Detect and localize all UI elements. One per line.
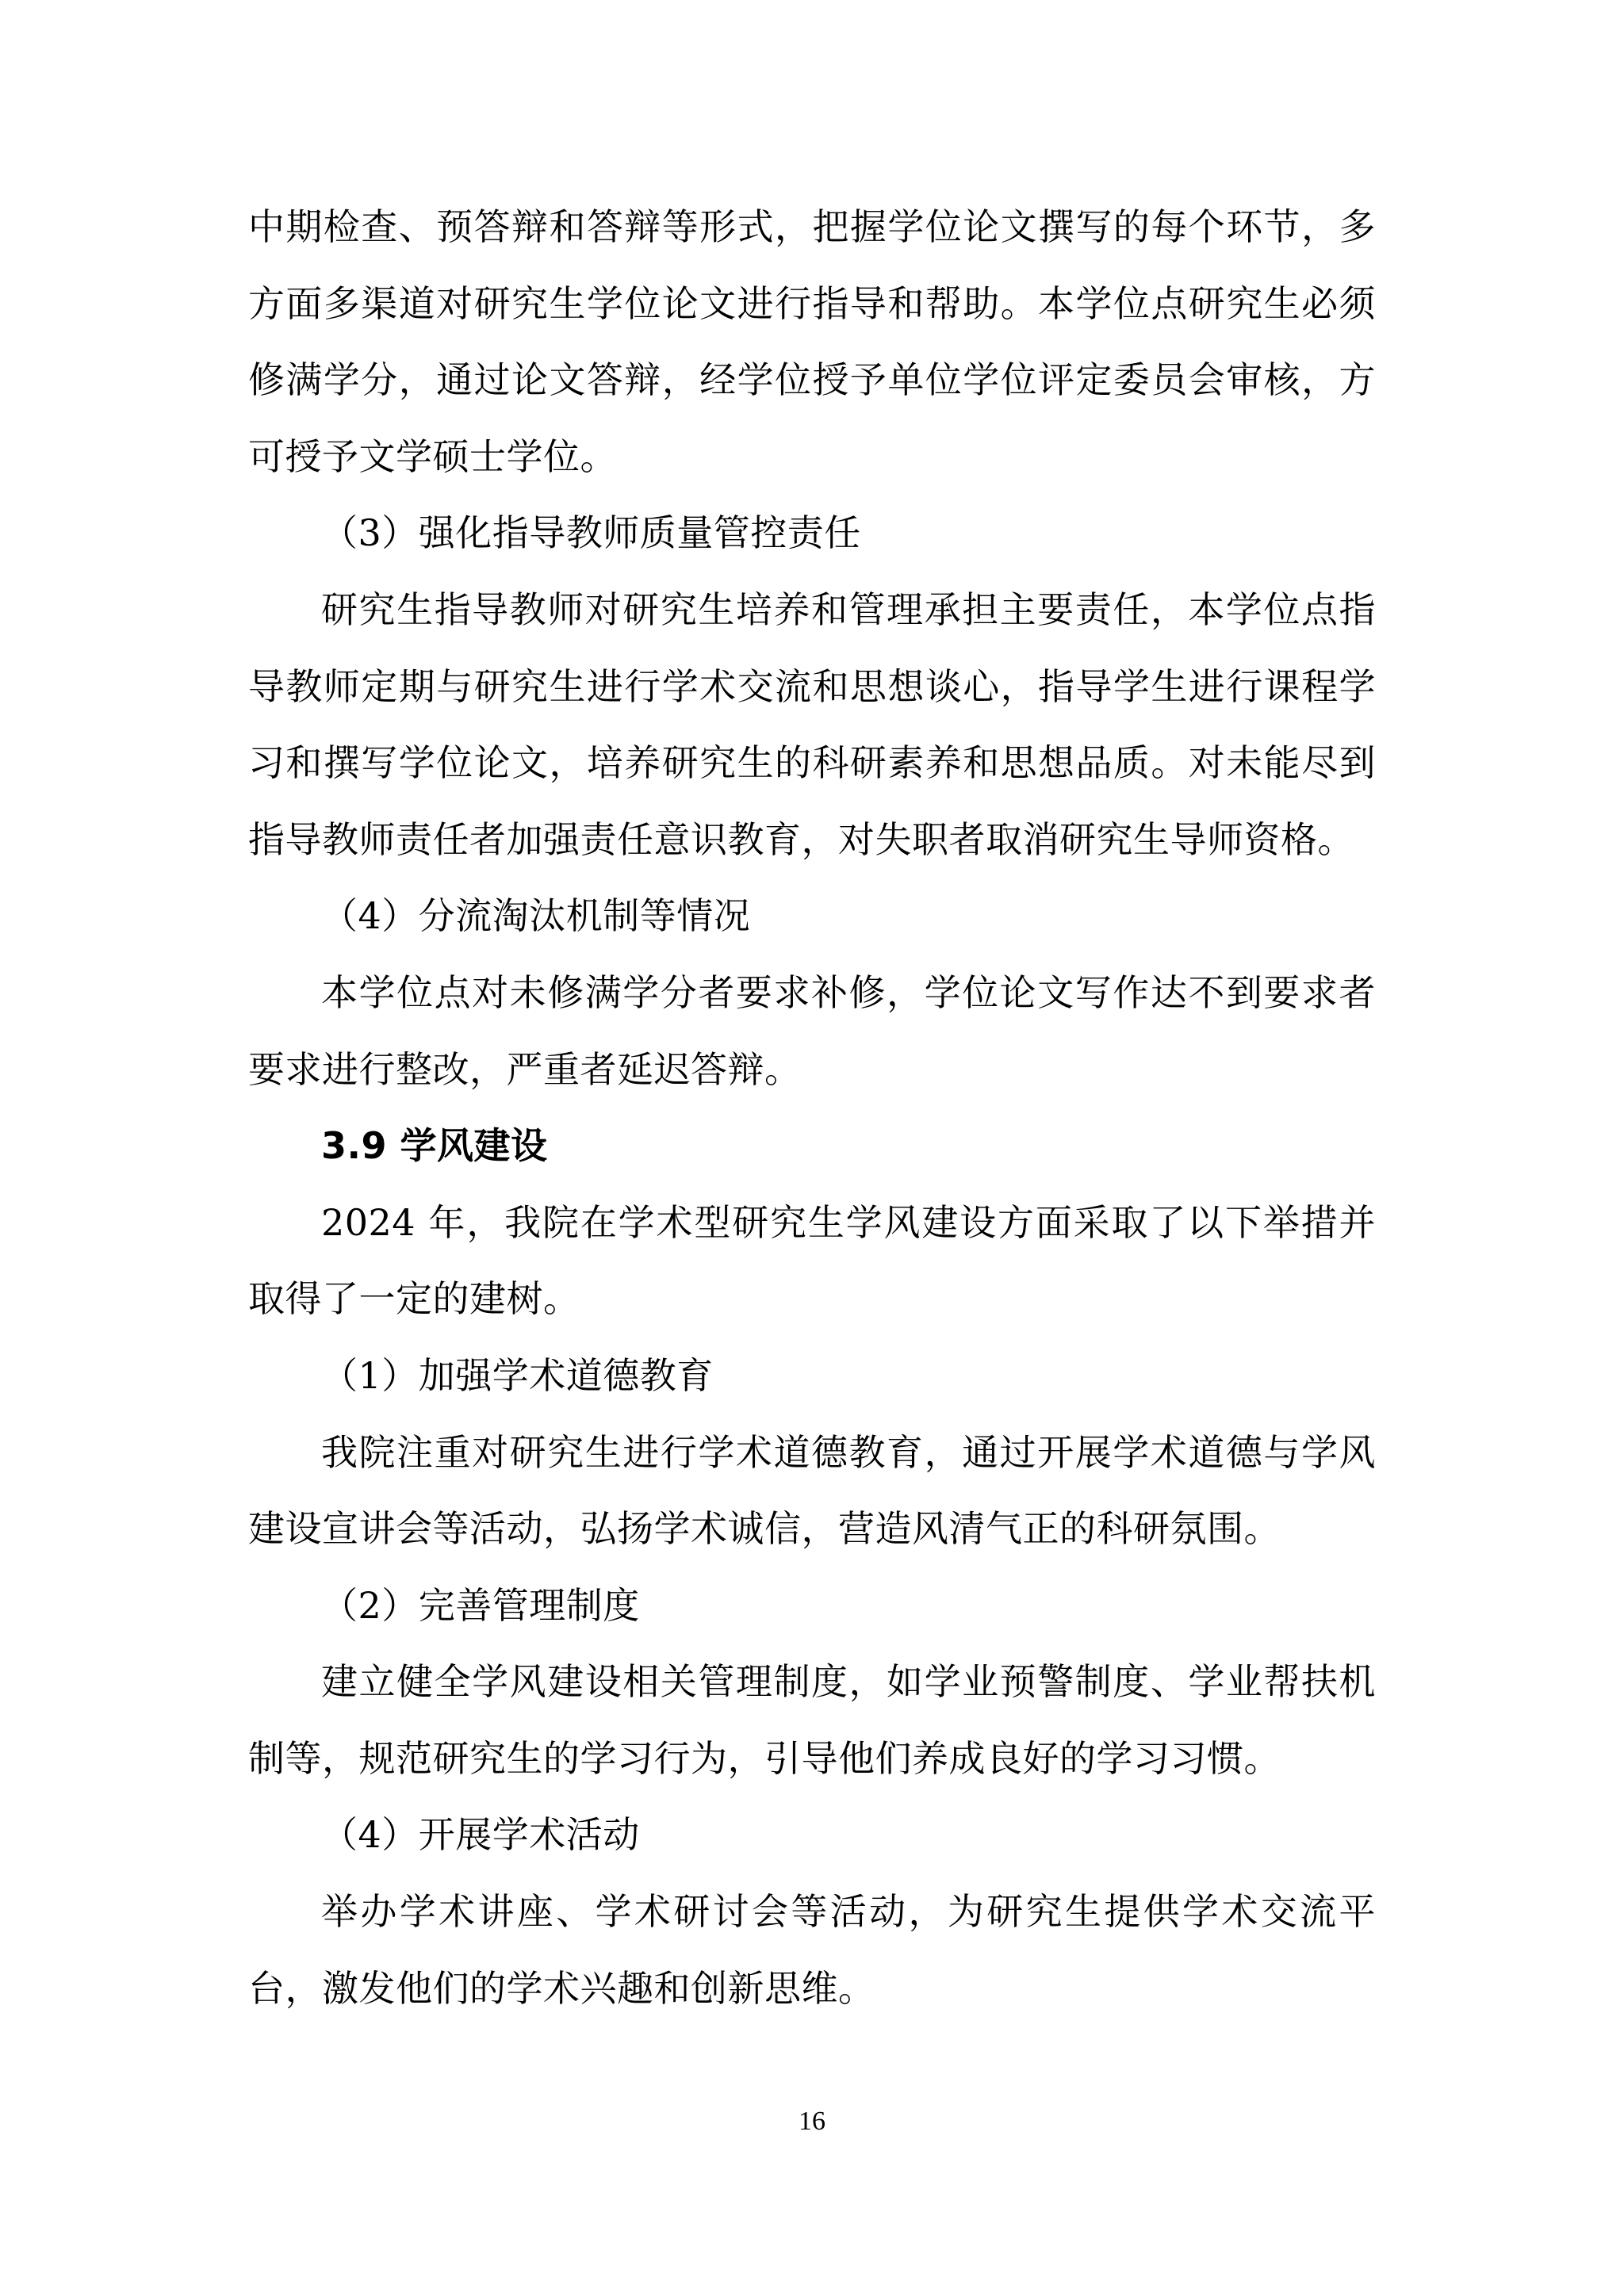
document-body <box>248 189 1376 2026</box>
paragraph-academic-ethics: 我院注重对研究生进行学术道德教育，通过开展学术道德与学风建设宣讲会等活动，弘扬学术诚信，营造风清气正的科研氛围。 <box>248 1430 1376 1551</box>
paragraph-thesis-process: 中期检查、预答辩和答辩等形式，把握学位论文撰写的每个环节，多方面多渠道对研究生学位论文进行指导和帮助。本学位点研究生必须修满学分，通过论文答辩，经学位授予单位学位评定委员会审核，方可授予文学硕士学位。 <box>248 205 1376 478</box>
section-heading-study-style: 3.9 学风建设 <box>321 1124 548 1168</box>
paragraph-academic-activities: 举办学术讲座、学术研讨会等活动，为研究生提供学术交流平台，激发他们的学术兴趣和创新思维。 <box>248 1890 1376 2010</box>
subheading-management-system: （2）完善管理制度 <box>321 1583 640 1627</box>
subheading-elimination-mechanism: （4）分流淘汰机制等情况 <box>321 894 751 938</box>
subheading-academic-activities: （4）开展学术活动 <box>321 1813 640 1857</box>
subheading-supervisor-responsibility: （3）强化指导教师质量管控责任 <box>321 511 861 555</box>
paragraph-supervisor-responsibility: 研究生指导教师对研究生培养和管理承担主要责任，本学位点指导教师定期与研究生进行学术交流和思想谈心，指导学生进行课程学习和撰写学位论文，培养研究生的科研素养和思想品质。对未能尽到指导教师责任者加强责任意识教育，对失职者取消研究生导师资格。 <box>248 587 1376 861</box>
paragraph-elimination-mechanism: 本学位点对未修满学分者要求补修，学位论文写作达不到要求者要求进行整改，严重者延迟答辩。 <box>248 970 1376 1091</box>
page-number: 16 <box>799 2107 825 2136</box>
paragraph-study-style-intro: 2024 年，我院在学术型研究生学风建设方面采取了以下举措并取得了一定的建树。 <box>248 1200 1376 1321</box>
subheading-academic-ethics: （1）加强学术道德教育 <box>321 1353 714 1397</box>
paragraph-management-system: 建立健全学风建设相关管理制度，如学业预警制度、学业帮扶机制等，规范研究生的学习行为，引导他们养成良好的学习习惯。 <box>248 1660 1376 1780</box>
